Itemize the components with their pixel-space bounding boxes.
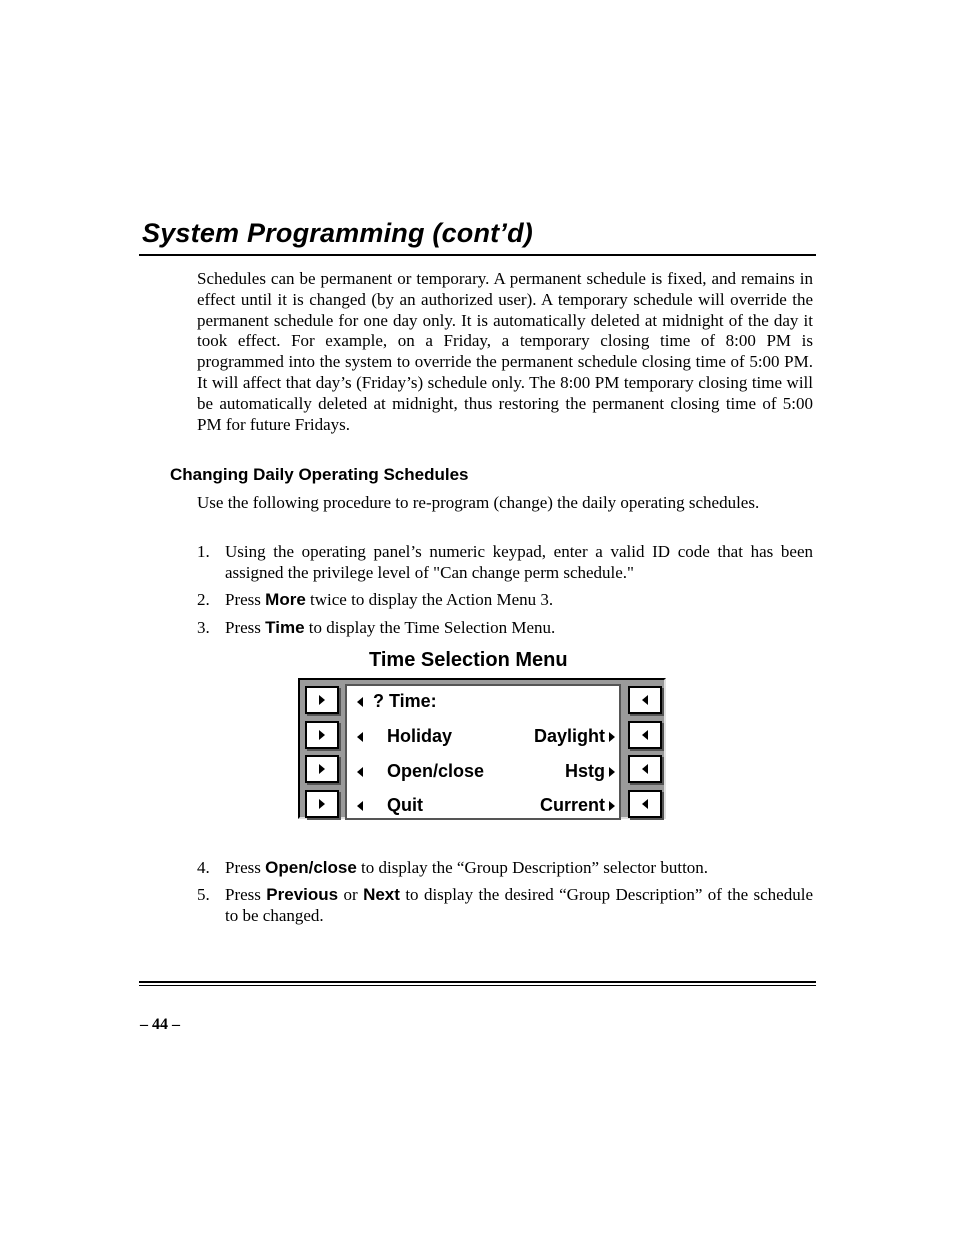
step-number: 4. bbox=[197, 858, 210, 877]
step-2 bbox=[197, 589, 813, 610]
section-heading: Changing Daily Operating Schedules bbox=[170, 465, 469, 484]
step-text-pre: Press bbox=[225, 618, 266, 637]
step-text-pre: Press bbox=[225, 885, 267, 904]
quit-option[interactable]: Quit bbox=[387, 795, 423, 815]
menu-screen bbox=[345, 684, 621, 820]
menu-title: Time Selection Menu bbox=[369, 649, 568, 671]
right-arrow-icon bbox=[319, 695, 325, 705]
time-label: ? Time: bbox=[373, 691, 437, 711]
step-number: 5. bbox=[197, 885, 210, 904]
right-arrow-icon bbox=[319, 764, 325, 774]
footer-rule bbox=[139, 981, 816, 983]
current-option[interactable]: Current bbox=[539, 795, 605, 815]
right-arrow-icon bbox=[609, 732, 615, 742]
key-open-close: Open/close bbox=[265, 858, 357, 877]
section-intro: Use the following procedure to re-program (change) the daily operating schedules. bbox=[197, 493, 760, 512]
left-key-3[interactable] bbox=[305, 755, 339, 783]
step-text-post: to display the desired “Group Description” of the schedule to be changed. bbox=[225, 885, 813, 925]
holiday-option[interactable]: Holiday bbox=[387, 726, 453, 746]
right-arrow-icon bbox=[609, 767, 615, 777]
left-arrow-icon bbox=[642, 730, 648, 740]
right-key-2[interactable] bbox=[628, 721, 662, 749]
left-key-2[interactable] bbox=[305, 721, 339, 749]
step-text-post: to display the “Group Description” selector button. bbox=[356, 858, 709, 877]
step-number: 3. bbox=[197, 618, 210, 637]
left-arrow-icon bbox=[642, 764, 648, 774]
step-number: 2. bbox=[197, 590, 210, 609]
left-arrow-icon bbox=[642, 799, 648, 809]
left-key-4[interactable] bbox=[305, 790, 339, 818]
left-arrow-icon bbox=[642, 695, 648, 705]
title-rule bbox=[139, 254, 816, 256]
step-text-post: to display the Time Selection Menu. bbox=[304, 618, 556, 637]
intro-paragraph: Schedules can be permanent or temporary. A permanent schedule is fixed, and remains in effect until it is changed (by an authorized user). A temporary schedule will override the permanent schedule for one day only. It is automatically deleted at midnight of the day it took effect. For example, on a Friday, a temporary closing time of 8:00 PM is programmed into the system to override the permanent schedule closing time of 5:00 PM. It will affect that day’s (Friday’s) schedule only. The 8:00 PM temporary closing time will be automatically deleted at midnight, thus restoring the permanent closing time of 5:00 PM for future Fridays. bbox=[197, 269, 813, 434]
step-5 bbox=[197, 884, 813, 926]
daylight-option[interactable]: Daylight bbox=[533, 726, 605, 746]
right-key-3[interactable] bbox=[628, 755, 662, 783]
step-text-post: twice to display the Action Menu 3. bbox=[305, 590, 554, 609]
key-time: Time bbox=[265, 618, 305, 637]
right-arrow-icon bbox=[319, 799, 325, 809]
right-key-1[interactable] bbox=[628, 686, 662, 714]
page-title: System Programming (cont’d) bbox=[142, 218, 533, 248]
step-1 bbox=[197, 541, 813, 583]
left-arrow-icon bbox=[357, 697, 363, 707]
menu-row-quit bbox=[347, 795, 617, 817]
right-arrow-icon bbox=[609, 801, 615, 811]
left-arrow-icon bbox=[357, 732, 363, 742]
step-text: Using the operating panel’s numeric keypad, enter a valid ID code that has been assigned the privilege level of "Can change perm schedule." bbox=[225, 542, 813, 582]
right-key-4[interactable] bbox=[628, 790, 662, 818]
right-arrow-icon bbox=[319, 730, 325, 740]
step-3 bbox=[197, 617, 813, 638]
step-number: 1. bbox=[197, 542, 210, 561]
hstg-option[interactable]: Hstg bbox=[565, 761, 605, 781]
left-arrow-icon bbox=[357, 801, 363, 811]
step-text-pre: Press bbox=[225, 590, 266, 609]
open-close-option[interactable]: Open/close bbox=[387, 761, 485, 781]
step-text-mid: or bbox=[338, 885, 364, 904]
left-arrow-icon bbox=[357, 767, 363, 777]
left-key-1[interactable] bbox=[305, 686, 339, 714]
key-more: More bbox=[265, 590, 306, 609]
key-previous: Previous bbox=[266, 885, 339, 904]
step-4 bbox=[197, 857, 813, 878]
page-number: – 44 – bbox=[140, 1016, 180, 1033]
step-text-pre: Press bbox=[225, 858, 266, 877]
menu-row-openclose bbox=[347, 761, 617, 783]
menu-row-time bbox=[347, 691, 617, 713]
key-next: Next bbox=[363, 885, 400, 904]
footer-rule-thin bbox=[139, 985, 816, 986]
menu-row-holiday bbox=[347, 726, 617, 748]
